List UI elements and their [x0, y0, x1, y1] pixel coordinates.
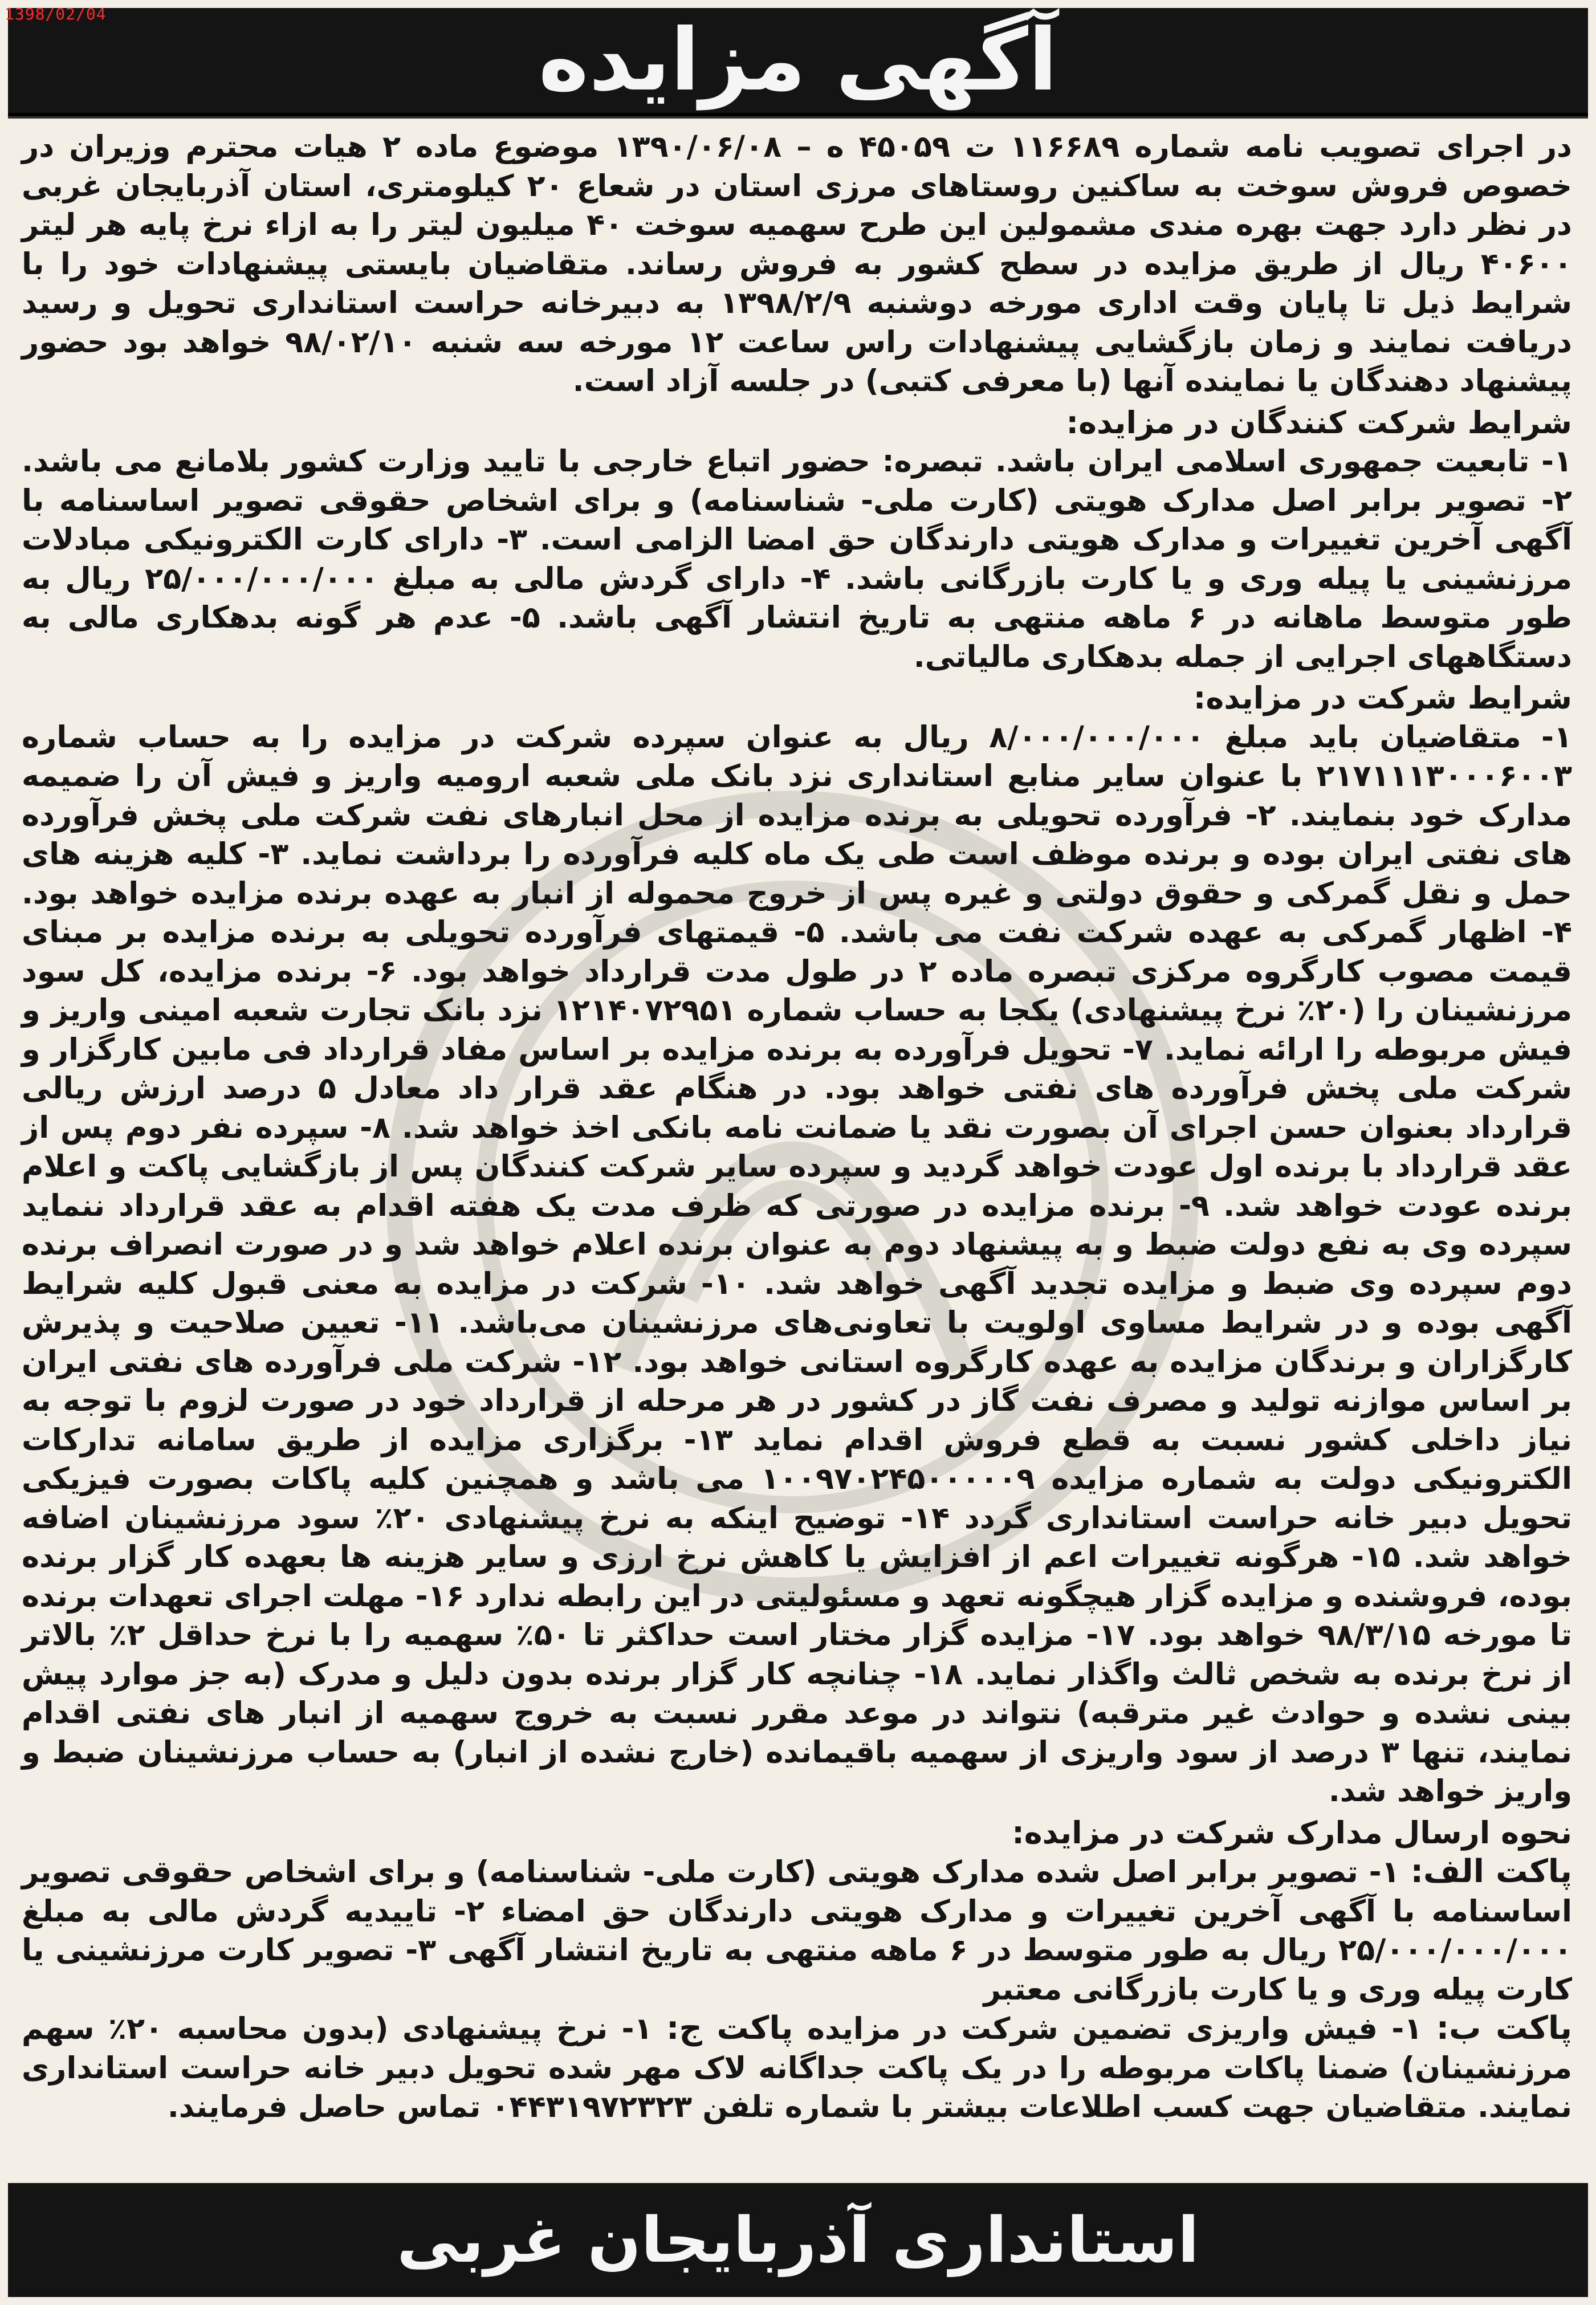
participation-terms-text: ۱- متقاضیان باید مبلغ ۸/۰۰۰/۰۰۰/۰۰۰ ریال به عنوان سپرده شرکت در مزایده را به حساب شماره ۲۱۷۱۱۱۳۰۰۰۶۰۰۳ با عنوان سایر منابع استانداری نزد بانک ملی شعبه ارومیه واریز و فیش آن را ضمیمه مدارک خود بنمایند. ۲- فرآورده تحویلی به برنده مزایده از محل انبارهای نفت شرکت ملی پخش فرآورده های نفتی ایران بوده و برنده موظف است طی یک ماه کلیه فرآورده را برداشت نماید. ۳- کلیه هزینه های حمل و نقل گمرکی و حقوق دولتی و غیره پس از خروج محموله از انبار به عهده برنده مزایده خواهد بود. ۴- اظهار گمرکی به عهده شرکت نفت می باشد. ۵- قیمتهای فرآورده تحویلی به برنده مزایده بر مبنای قیمت مصوب کارگروه مرکزی تبصره ماده ۲ در طول مدت قرارداد خواهد بود. ۶- برنده مزایده، کل سود مرزنشینان را (۲۰٪ نرخ پیشنهادی) یکجا به حساب شماره ۱۲۱۴۰۷۲۹۵۱ نزد بانک تجارت شعبه امینی واریز و فیش مربوطه را ارائه نماید. ۷- تحویل فرآورده به برنده مزایده بر اساس مفاد قرارداد فی مابین کارگزار و شرکت ملی پخش فرآورده های نفتی خواهد بود. در هنگام عقد قرار داد معادل ۵ درصد ارزش ریالی قرارداد بعنوان حسن اجرای آن بصورت نقد یا ضمانت نامه بانکی اخذ خواهد شد. ۸- سپرده نفر دوم پس از عقد قرارداد با برنده اول عودت خواهد گردید و سپرده سایر شرکت کنندگان پس از بازگشایی پاکت و اعلام برنده عودت خواهد شد. ۹- برنده مزایده در صورتی که ظرف مدت یک هفته اقدام به عقد قرارداد ننماید سپرده وی به نفع دولت ضبط و به پیشنهاد دوم به عنوان برنده اعلام خواهد شد و در صورت انصراف برنده دوم سپرده وی ضبط و مزایده تجدید آگهی خواهد شد. ۱۰- شرکت در مزایده به معنی قبول کلیه شرایط آگهی بوده و در شرایط مساوی اولویت با تعاونی‌های مرزنشینان می‌باشد. ۱۱- تعیین صلاحیت و پذیرش کارگزاران و برندگان مزایده به عهده کارگروه استانی خواهد بود. ۱۲- شرکت ملی فرآورده های نفتی ایران بر اساس موازنه تولید و مصرف نفت گاز در کشور در هر مرحله از قرارداد خود در صورت لزوم با توجه به نیاز داخلی کشور نسبت به قطع فروش اقدام نماید ۱۳- برگزاری مزایده از طریق سامانه تدارکات الکترونیکی دولت به شماره مزایده ۱۰۰۹۷۰۲۴۵۰۰۰۰۰۹ می باشد و همچنین کلیه پاکات بصورت فیزیکی تحویل دبیر خانه حراست استانداری گردد ۱۴- توضیح اینکه به نرخ پیشنهادی ۲۰٪ سود مرزنشینان اضافه خواهد شد. ۱۵- هرگونه تغییرات اعم از افزایش یا کاهش نرخ ارزی و سایر هزینه ها بعهده کار گزار برنده بوده، فروشنده و مزایده گزار هیچگونه تعهد و مسئولیتی در این رابطه ندارد ۱۶- مهلت اجرای تعهدات برنده تا مورخه ۹۸/۳/۱۵ خواهد بود. ۱۷- مزایده گزار مختار است حداکثر تا ۵۰٪ سهمیه را با نرخ حداقل ۲٪ بالاتر از نرخ برنده به شخص ثالث واگذار نماید. ۱۸- چنانچه کار گزار برنده بدون دلیل و مدرک (به جز موارد پیش بینی نشده و حوادث غیر مترقبه) نتواند در موعد مقرر نسبت به خروج سهمیه از انبار های نفتی اقدام نمایند، تنها ۳ درصد از سود واریزی از سهمیه باقیمانده (خارج نشده از انبار) به حساب مرزنشینان ضبط و واریز خواهد شد.: [22, 719, 1573, 1809]
date-stamp: 1398/02/04: [5, 5, 107, 23]
participants-conditions-heading: شرایط شرکت کنندگان در مزایده:: [1066, 404, 1572, 441]
packet-c-label: پاکت ج:: [666, 2010, 793, 2047]
participants-conditions-text: ۱- تابعیت جمهوری اسلامی ایران باشد. تبصره: حضور اتباع خارجی با تایید وزارت کشور بلامانع می باشد. ۲- تصویر برابر اصل مدارک هویتی (کارت ملی- شناسنامه) و برای اشخاص حقوقی تصویر اساسنامه با آگهی آخرین تغییرات و مدارک هویتی دارندگان حق امضا الزامی است. ۳- دارای کارت الکترونیکی مبادلات مرزنشینی یا پیله وری و یا کارت بازرگانی باشد. ۴- دارای گردش مالی به مبلغ ۲۵/۰۰۰/۰۰۰/۰۰۰ ریال به طور متوسط ماهانه در ۶ ماهه منتهی به تاریخ انتشار آگهی باشد. ۵- عدم هر گونه بدهکاری مالی به دستگاههای اجرایی از جمله بدهکاری مالیاتی.: [22, 444, 1573, 674]
footer-banner: [8, 2183, 1588, 2297]
header-banner: [8, 8, 1588, 116]
packet-bc-paragraph: [22, 2009, 1572, 2127]
packet-b-text: ۱- فیش واریزی تضمین شرکت در مزایده: [807, 2011, 1423, 2046]
packet-a-paragraph: [22, 1852, 1572, 2009]
intro-paragraph: در اجرای تصویب نامه شماره ۱۱۶۶۸۹ ت ۴۵۰۵۹ ه – ۱۳۹۰/۰۶/۰۸ موضوع ماده ۲ هیات محترم وزیران در خصوص فروش سوخت به ساکنین روستاهای مرزی استان در شعاع ۲۰ کیلومتری، استان آذربایجان غربی در نظر دارد جهت بهره مندی مشمولین این طرح سهمیه سوخت ۴۰ میلیون لیتر را به ازاء نرخ پایه هر لیتر ۴۰۶۰۰ ریال از طریق مزایده در سطح کشور به فروش رساند. متقاضیان بایستی پیشنهادات خود را با شرایط ذیل تا پایان وقت اداری مورخه دوشنبه ۱۳۹۸/۲/۹ به دبیرخانه حراست استانداری تحویل و رسید دریافت نمایند و زمان بازگشایی پیشنهادات راس ساعت ۱۲ مورخه سه شنبه ۹۸/۰۲/۱۰ خواهد بود حضور پیشنهاد دهندگان یا نماینده آنها (با معرفی کتبی) در جلسه آزاد است.: [22, 129, 1573, 398]
notice-title: آگهی مزایده: [538, 11, 1058, 110]
header-divider: [8, 116, 1588, 119]
packet-a-text: ۱- تصویر برابر اصل شده مدارک هویتی (کارت ملی- شناسنامه) و برای اشخاص حقوقی تصویر اساسنامه با آگهی آخرین تغییرات و مدارک هویتی دارندگان حق امضاء ۲- تاییدیه گردش مالی به مبلغ ۲۵/۰۰۰/۰۰۰/۰۰۰ ریال به طور متوسط در ۶ ماهه منتهی به تاریخ انتشار آگهی ۳- تصویر کارت مرزنشینی یا کارت پیله وری و یا کارت بازرگانی معتبر: [22, 1855, 1573, 2007]
participation-terms-heading: شرایط شرکت در مزایده:: [1193, 680, 1572, 716]
documents-submission-heading: نحوه ارسال مدارک شرکت در مزایده:: [1012, 1814, 1572, 1851]
packet-a-label: پاکت الف:: [1410, 1853, 1572, 1890]
notice-body: [13, 120, 1581, 2155]
issuer-name: استانداری آذربایجان غربی: [397, 2204, 1199, 2277]
packet-b-label: پاکت ب:: [1436, 2010, 1573, 2047]
packet-c-text: ۱- نرخ پیشنهادی (بدون محاسبه ۲۰٪ سهم مرزنشینان) ضمنا پاکات مربوطه را در یک پاکت جداگانه لاک مهر شده تحویل دبیر خانه حراست استانداری نمایند. متقاضیان جهت کسب اطلاعات بیشتر با شماره تلفن ۰۴۴۳۱۹۷۲۳۲۳ تماس حاصل فرمایند.: [22, 2011, 1572, 2124]
